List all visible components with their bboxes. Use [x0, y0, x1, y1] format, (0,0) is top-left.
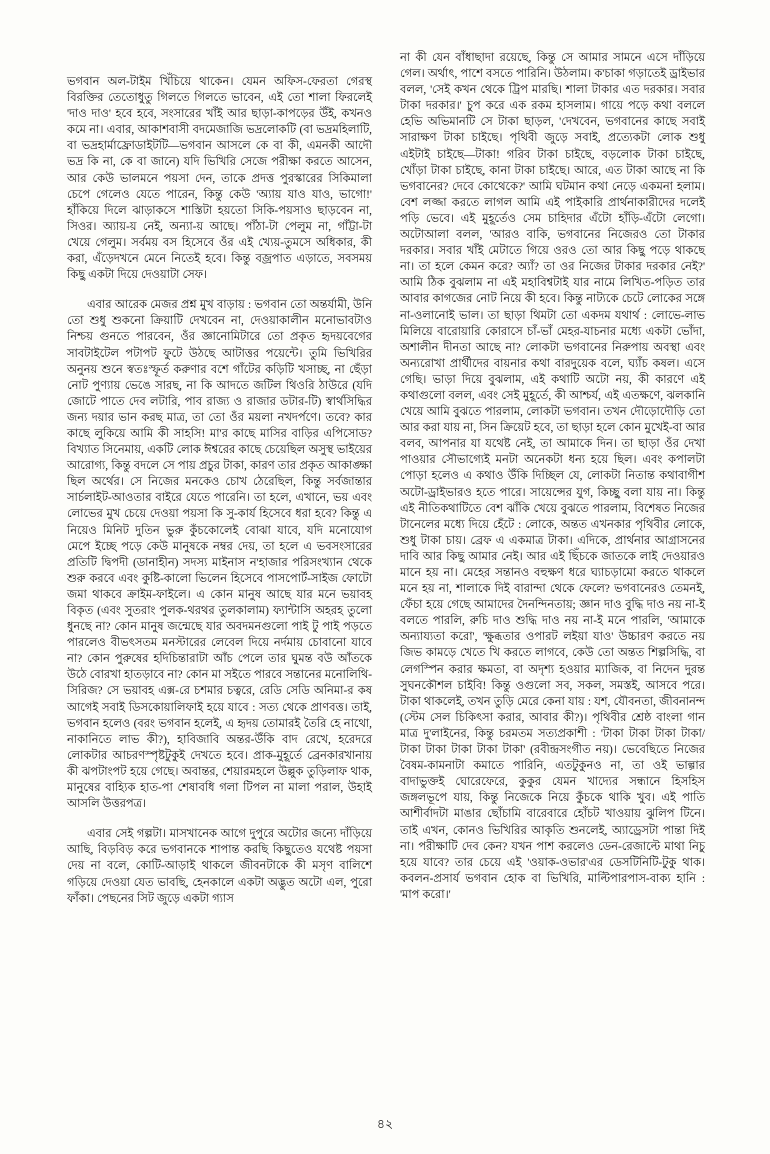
- body-paragraph: এবার আরেক মেজর প্রশ্ন মুখ বাড়ায় : ভগবান তো অন্তর্যামী, উনি তো শুধু শুকনো ক্রিয়াটি দেখবেন না, দেওয়াকালীন মনোভাবটাও নিশ্চয় গুনতে পারবেন, ওঁর জ্ঞানোমিটারে তো প্রকৃত হৃদয়বেগের সাবটাইটেল পটাপট ফুটে উঠছে আটাত্তর পয়েন্টে। তুমি ভিখিরির অনুনয় শুনে স্বতঃস্ফূর্ত করুণার বশে গাঁটের কড়িটি খসাচ্ছ, না ছেঁড়া নোট পুণ্যায় ভেঙে সারছ, না কি আদতে জটিল থিওরি ঠাউরে (যদি জোটে পাতে দেব লটারি, পাব রাজ্য ও রাজার ডটার-টি) স্বার্থসিদ্ধির জন্য দয়ার ভান করছ মাত্র, তা তো ওঁর ময়লা নখদর্পণে। তবে? কার কাছে লুকিয়ে আমি কী সাহসি! মা'র কাছে মাসির বাড়ির এপিসোড? বিখ্যাত সিনেমায়, একটি লোক ঈশ্বরের কাছে চেয়েছিল অসুস্থ ভাইয়ের আরোগ্য, কিন্তু বদলে সে পায় প্রচুর টাকা, কারণ তার প্রকৃত আকাঙ্ক্ষা ছিল অর্থের। সে নিজের মনকেও চোখ ঠেরেছিল, কিন্তু সর্বজান্তার সার্চলাইট-আওতার বাইরে যেতে পারেনি। তা হলে, এখানে, ভয় এবং লোভের মুখ চেয়ে দেওয়া পয়সা কি সু-কার্য হিসেবে ধরা হবে? কিন্তু এ নিয়েও মিনিট দুতিন ভুরু কুঁচকোলেই বোঝা যাবে, যদি মনোযোগ মেপে ইচ্ছে পড়ে কেউ মানুষকে নম্বর দেয়, তা হলে এ ভবসংসারের প্রতিটি দ্বিপদী (ডানাহীন) সদস্য মাইনাস ন'হাজার পরিসংখ্যান থেকে শুরু করবে এবং কুষ্টি-কালো ভিলেন হিসেবে পাসপোর্ট-সাইজ ফোটো জমা থাকবে ক্রাইম-ফাইলে। এ কোন মানুষ আছে যার মনে ভয়াবহ বিকৃত (এবং সুতরাং পুলক-থরথর তুলকালাম) ফ্যান্টাসি অহরহ তুলো ধুনছে না? কোন মানুষ জন্মেছে যার অবদমনগুলো পাই টু পাই পড়তে পারলেও বীভৎসতম মনস্টারের লেবেল দিয়ে নর্দমায় চোবানো যাবে না? কোন পুরুষের হদিচিন্তারাটা আঁচ পেলে তার ঘুমন্ত বউ আঁতকে উঠে বোরখা হাতড়াবে না? কোন মা সইতে পারবে সন্তানের মনোলিথি-সিরিজ? সে ভয়াবহ এক্স-রে চশমার চত্বরে, রেডি সেডি অনিমা-র কষ আগেই সবাই ডিসকোয়ালিফাই হয়ে যাবে : সত্য থেকে প্রাণবত্ত। তাই, ভগবান হলেও (বরং ভগবান হলেই, এ হৃদয় তোমারই তৈরি হে নাথো, নাকানিতে লাভ কী?), হাবিজাবি অন্তর-উঁকি বাদ রেখে, হরেদরে লোকটার আচরণস্পৃষ্টটুকুই দেখতে হবে। প্রাক-মুহূর্তে ব্রেনকারখানায় কী ঝপটাংপট হয়ে গেছে। অবান্তর, শেয়ারমহলে উল্লুক তুড়িলাফ থাক, মানুষের বাহ্যিক হাত-পা শেষাবধি গলা টিপল না মালা পরাল, উহাই আসলি উত্তরপত্র।: [67, 299, 372, 811]
- body-paragraph: না কী যেন বাঁধাছাদা রয়েছে, কিন্তু সে আমার সামনে এসে দাঁড়িয়ে গেল। অর্থাৎ, পাশে বসতে পারিনি। উঠলাম। ক'চাকা গড়াতেই ড্রাইভার বলল, 'সেই কখন থেকে ট্রিপ মারছি। শালা টাকার এত দরকার। সবার টাকা দরকার।' চুপ করে এক রকম হাসলাম। গায়ে পড়ে কথা বললে হেভি অভিমানটি সে টাকা ছাড়ল, 'দেখবেন, ভগবানের কাছে সবাই সারাক্ষণ টাকা চাইছে। পৃথিবী জুড়ে সবাই, প্রত্যেকটা লোক শুধু এইটাই চাইছে—টাকা! গরিব টাকা চাইছে, বড়লোক টাকা চাইছে, খোঁড়া টাকা চাইছে, কানা টাকা চাইছে। আরে, এত টাকা আছে না কি ভগবানের? দেবে কোথেকে?' আমি ঘটমান কথা নেড়ে একমনা হলাম। বেশ লজ্জা করতে লাগল আমি এই পাইকারি প্রার্থনাকারীদের দলেই পড়ি ভেবে। এই মুহূর্তেও সেম চাহিদার এঁটো হাঁড়ি-এঁটো লেগো। অটোআলা বলল, 'আরও বাকি, ভগবানের নিজেরও তো টাকার দরকার। সবার খাঁই মেটাতে গিয়ে ওরও তো আর কিছু পড়ে থাকছে না। তা হলে কেমন করে? অ্যাঁ? তা ওর নিজের টাকার দরকার নেই?' আমি ঠিক বুঝলাম না এই মহাবিশ্বটাই যার নামে লিখিত-পড়িত তার আবার কাগজের নোট নিয়ে কী হবে। কিন্তু নাট্যকে চেটে লোকের সঙ্গে না-ওলানোই ভাল। তা ছাড়া থিমটা তো একদম যথার্থ : লোভে-লাভ মিলিয়ে বারোয়ারি কোরাসে চাঁ-ভাঁ মেহর-যাচনার মধ্যে একটা ভোঁদা, অশালীন দীনতা আছে না? লোকটা ভগবানের নিরুপায় অবস্থা এবং অন্যরোখা প্রার্থীদের বায়নার কথা বারদুয়েক বলে, ঘ্যাঁচ কষল। এসে গেছি। ভাড়া দিয়ে বুঝলাম, এই কথাটি অটো নয়, কী কারণে এই কথাগুলো বলল, এবং সেই মুহূর্তে, কী আশ্চর্য, এই এতক্ষণে, ঝলকানি খেয়ে আমি বুঝতে পারলাম, লোকটা ভগবান। তখন দৌড়োদৌড়ি তো আর করা যায় না, সিন ক্রিয়েট হবে, তা ছাড়া হলে কোন মুখেই-বা আর বলব, আপনার যা যথেষ্ট নেই, তা আমাকে দিন। তা ছাড়া ওঁর দেখা পাওয়ার সৌভাগ্যেই মনটা অনেকটা ধন্য হয়ে ছিল। এবং কপালটা পোড়া হলেও এ কথাও উঁকি দিচ্ছিল যে, লোকটা নিতান্ত কথাবাগীশ অটো-ড্রাইভারও হতে পারে। সায়েন্সের যুগ, কিচ্ছু বলা যায় না। কিন্তু এই নীতিকথাটিতে বেশ ঝাঁকি খেয়ে বুঝতে পারলাম, বিশেষত নিজের টানেলের মধ্যে দিয়ে হেঁটে : লোকে, অন্তত এখনকার পৃথিবীর লোকে, শুধু টাকা চায়। ব্রেফ এ একমাত্র টাকা। এদিকে, প্রার্থনার আগ্রাসনের দাবি আর কিছু আমার নেই। আর এই ছিঁচকে জাতকে লাই দেওয়ারও মানে হয় না। মেহের সন্তানও বহুক্ষণ ধরে ঘ্যাচড়ামো করতে থাকলে মনে হয় না, শালাকে দিই বারান্দা থেকে ফেলে? ভগবানেরও তেমনই, ফেঁচা হয়ে গেছে আমাদের দৈনন্দিনতায়; জ্ঞান দাও বুদ্ধি দাও নয় না-ই বলতে পারলি, রুচি দাও শুদ্ধি দাও নয় না-ই মনে পারলি, 'আমাকে অন্যায্যতা করো', 'ক্ষুব্ধতার ওপারট লইয়া যাও' উচ্চারণ করতে নয় জিভ কামড়ে খেতে খি করতে লাগবে, কেউ তো অন্তত শিল্পসিদ্ধি, বা লেগস্পিন করার ক্ষমতা, বা অদৃশ্য হওয়ার ম্যাজিক, বা নিদেন দুরন্ত সুঘনকৌশল চাইবি! কিন্তু ওগুলো সব, সকল, সমস্তই, আসবে পরে। টাকা থাকলেই, তখন তুড়ি মেরে কেনা যায় : যশ, যৌবনতা, জীবনানন্দ (স্টেম সেল চিকিৎসা করার, আবার কী?)। পৃথিবীর শ্রেষ্ঠ বাংলা গান মাত্র দু'লাইনের, কিন্তু চরমতম সত্যপ্রকাশী : 'টাকা টাকা টাকা টাকা/ টাকা টাকা টাকা টাকা টাকা' (রবীন্দ্রসংগীত নয়)। ভেবেছিতে নিজের বৈষম-কামনাটা কমাতে পারিনি, এতটুকুনও না, তা ওই ভাল্গার বাদাভুক্তই ঘোরেফেরে, কুকুর যেমন খাদ্যের সন্ধানে হিসহিস জঙ্গলভূপে যায়, কিন্তু নিজেকে নিয়ে কুঁচকে থাকি খুব। এই পাতি আশীর্বাদটা মাঙার ছোঁচামি বারেবারে হোঁচট খাওয়ায় ঝুলিপ টিনে। তাই এখন, কোনও ভিখিরির আকৃতি শুনলেই, অ্যাড্রেসটা পান্তা দিই না। পরীক্ষাটি দেব কেন? যখন পাশ করলেও ডেন-রেজাল্টে মাথা নিচু হয়ে যাবে? তার চেয়ে এই 'ওয়াক-ওভার'এর ডেসটিনিটি-টুকু থাক। কবলন-প্রসার্য ভগবান হোক বা ভিখিরি, মাল্টিপারপাস-বাক্য হানি : 'মাপ করো।': [400, 52, 705, 901]
- body-paragraph: ভগবান অল-টাইম খিঁচিয়ে থাকেন। যেমন অফিস-ফেরতা গেরস্থ বিরক্তির তেতোধুতু গিলতে গিলতে ভাবেন, এই তো শালা ফিরলেই 'দাও দাও' হবে হবে, সংসারের খাঁই আর ছাড়া-কাপড়ের উঁই, কখনও কমে না। এবার, আকাশবাসী বদমেজাজি ভদ্রলোকটি (বা ভদ্রমহিলাটি, বা ভদ্রহার্মাফ্রোডাইটটি—ভগবান আসলে কে বা কী, এমনকী আদৌ ভদ্র কি না, কে বা জানে) যদি ভিখিরি সেজে পরীক্ষা করতে আসেন, আর কেউ ভালমনে পয়সা দেন, তাকে প্রদত্ত পুরস্কারের সিকিমালা চেপে গেলেও যেতে পারেন, কিন্তু কেউ 'অ্যায় যাও যাও, ভাগো!' হাঁকিয়ে দিলে ঝাড়াকসে শাস্তিটা হয়তো সিকি-পয়সাও ছাড়বেন না, সিওর। অ্যায়-য় নেই, অন্যা-য় আছে। পাঁঠা-টা পেলুম না, গাঁট্টা-টা খেয়ে গেলুম। সর্বময় বস হিসেবে ওঁর এই খ্যেয়-তুমসে অধিকার, কী করা, এঁড়েদখনে মেনে নিতেই হবে। কিন্তু বজ্রপাত এড়াতে, সবসময় কিছু একটা দিয়ে দেওয়াটা সেফ।: [67, 76, 372, 282]
- body-paragraph: এবার সেই গল্পটা। মাসখানেক আগে দুপুরে অটোর জন্যে দাঁড়িয়ে আছি, বিড়বিড় করে ভগবানকে শাপান্ত করছি কিছুতেও যথেষ্ট পয়সা দেয় না বলে, কোটি-আড়াই থাকলে জীবনটাকে কী মসৃণ বালিশে গড়িয়ে দেওয়া যেত ভাবছি, হেনকালে একটা অদ্ভুত অটো এল, পুরো ফাঁকা। পেছনের সিট জুড়ে একটা গ্যাস: [67, 828, 372, 905]
- right-column: [400, 50, 705, 907]
- page-number: ৪২: [376, 1117, 394, 1131]
- left-column: [67, 50, 372, 907]
- text-columns: [67, 50, 705, 907]
